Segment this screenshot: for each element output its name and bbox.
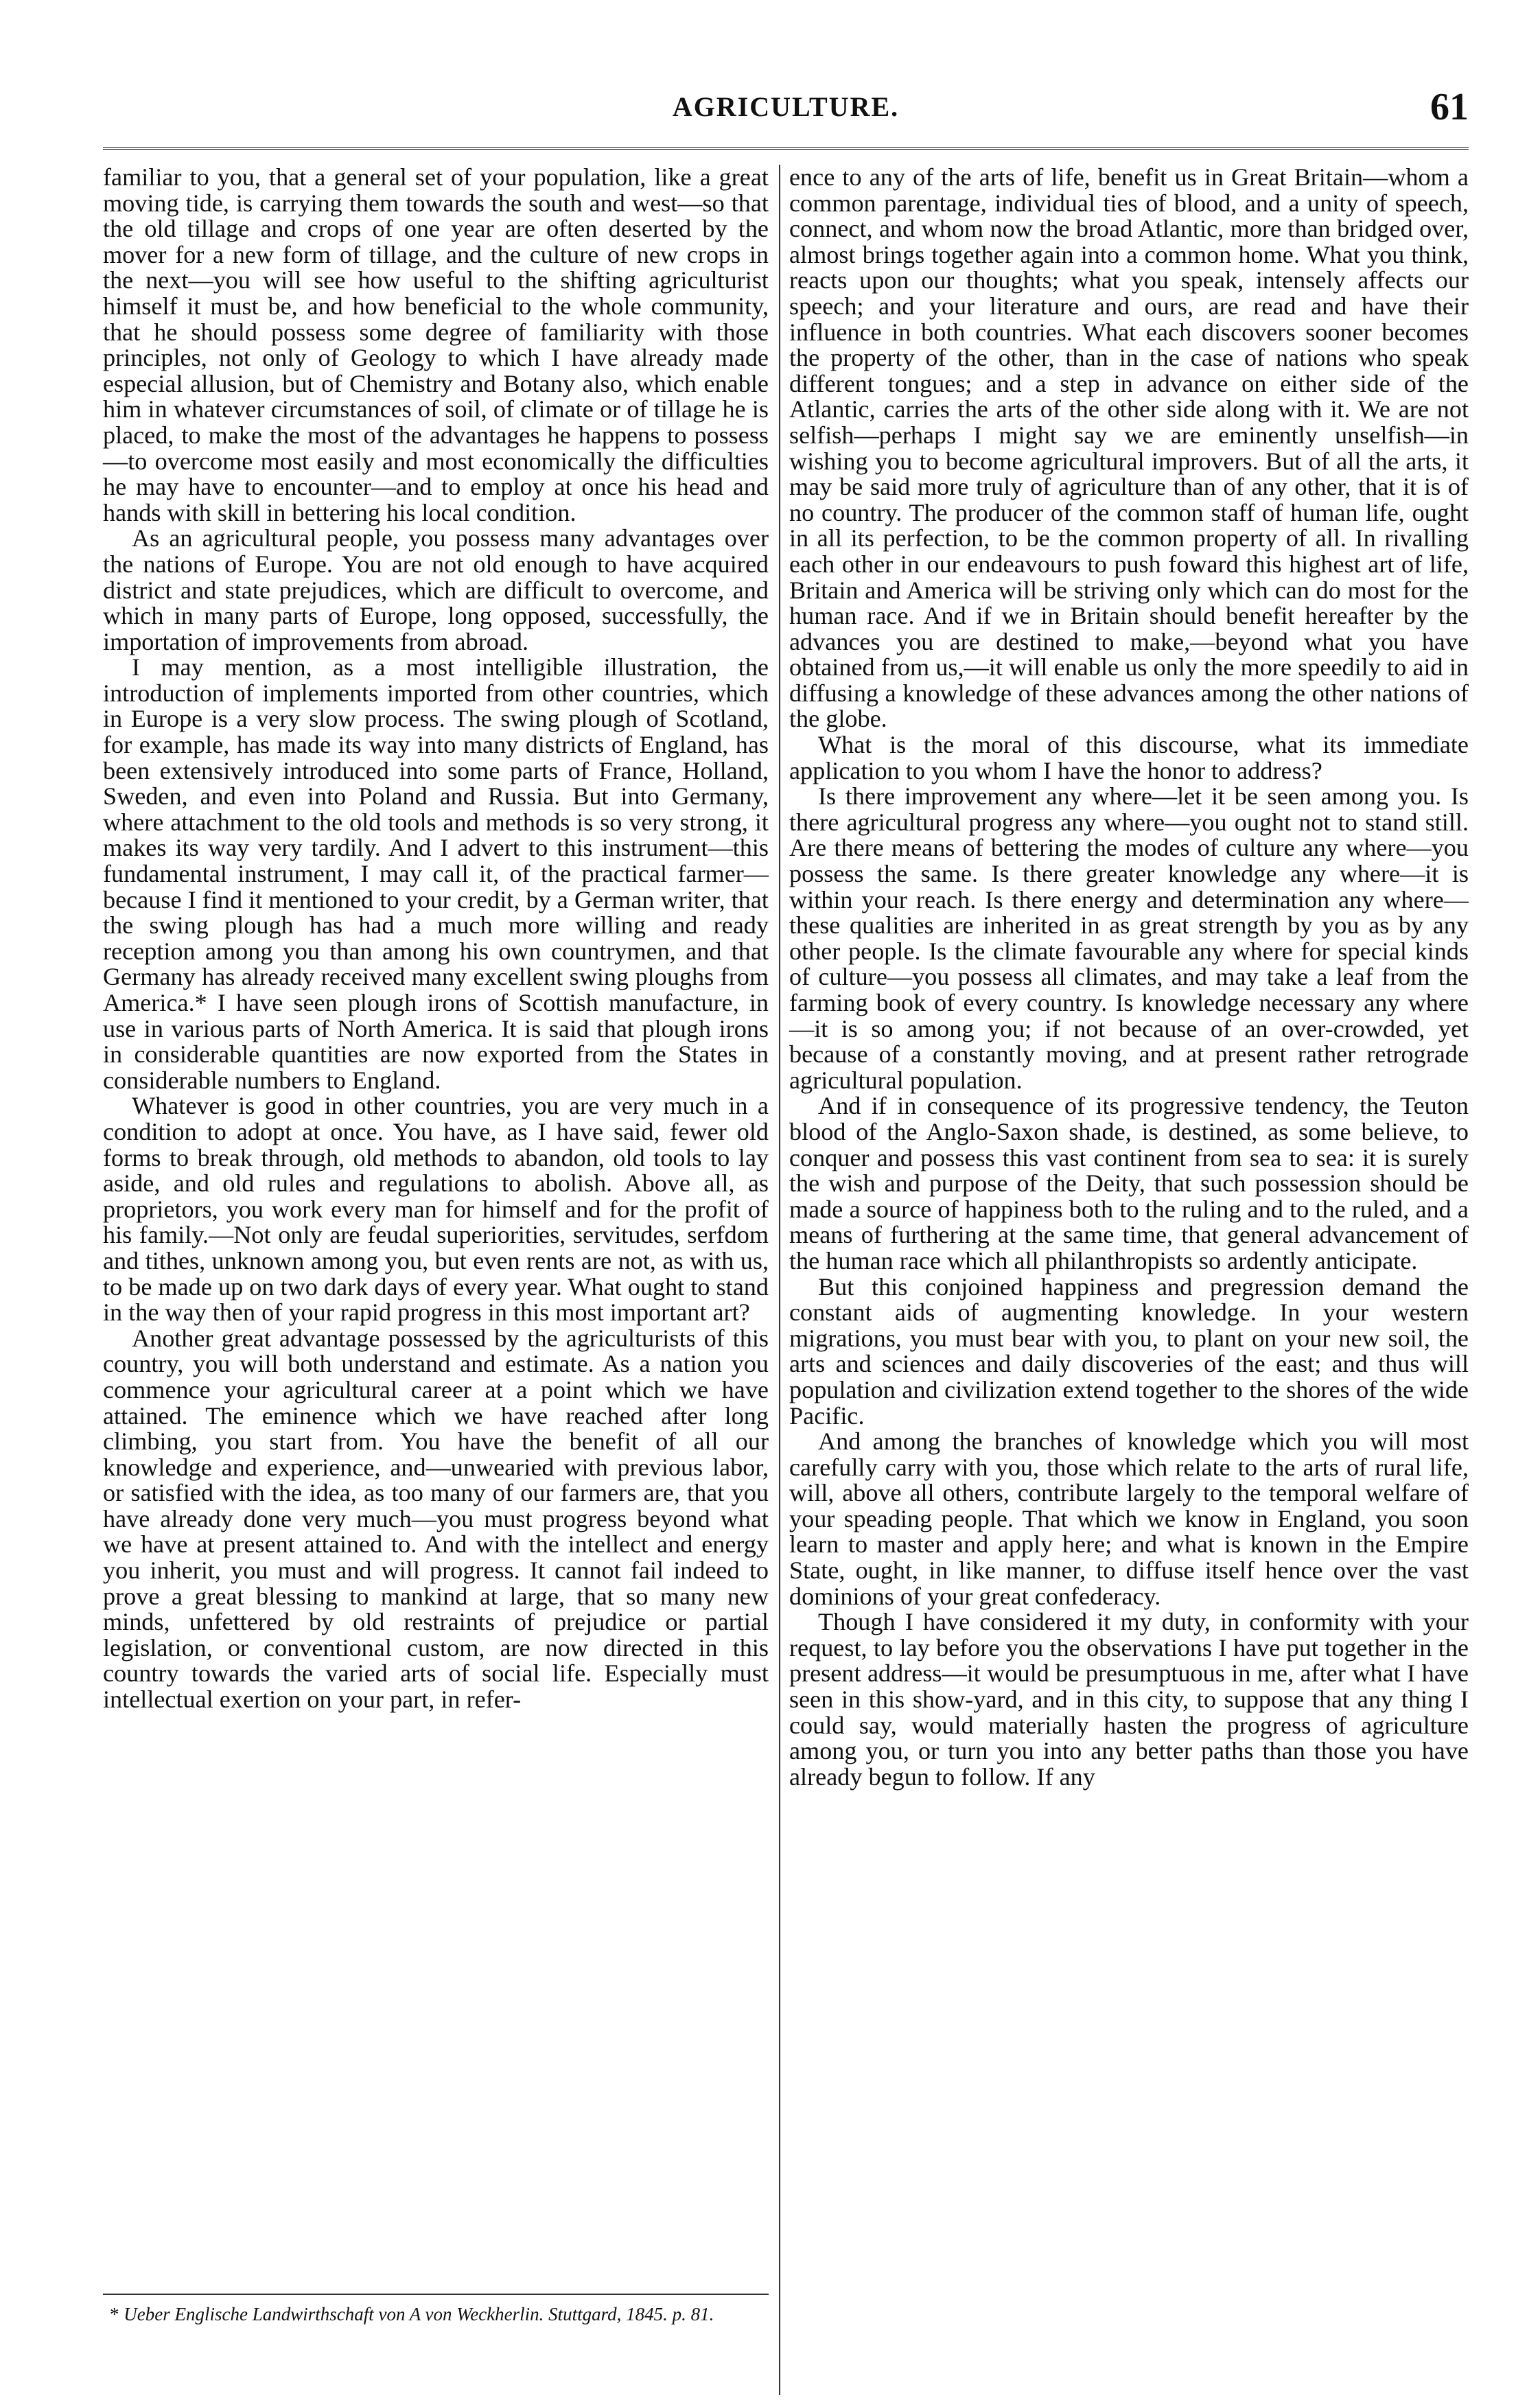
paragraph: But this conjoined happiness and pregression demand the constant aids of augmenting knowledge. In your western migrations, you must bear with you, to plant on your new soil, the arts and sciences and daily discoveries of the east; and thus will population and civilization extend together to the shores of the wide Pacific. bbox=[789, 1272, 1469, 1430]
footnote-mark: * bbox=[110, 2304, 119, 2324]
running-head: AGRICULTURE. bbox=[672, 91, 900, 122]
column-divider bbox=[779, 165, 780, 2395]
paragraph: I may mention, as a most intelligible illustration, the introduction of implements imported from other countries, which in Europe is a very slow process. The swing plough of Scotland, for example, has made its way into many districts of England, has been extensively introduced into some parts of France, Holland, Sweden, and even into Poland and Russia. But into Germany, where attachment to the old tools and methods is so very strong, it makes its way very tardily. And I advert to this instrument—this fundamental instrument, I may call it, of the practical farmer—because I find it mentioned to your credit, by a German writer, that the swing plough has had a much more willing and ready reception among you than among his own countrymen, and that Germany has already received many excellent swing ploughs from America.* I have seen plough irons of Scottish manufacture, in use in various parts of North America. It is said that plough irons in considerable quantities are now exported from the States in considerable numbers to England. bbox=[103, 653, 769, 1094]
page-header bbox=[103, 82, 1469, 137]
right-column bbox=[789, 165, 1469, 2402]
left-column bbox=[103, 165, 769, 2278]
paragraph: Whatever is good in other countries, you are very much in a condition to adopt at once. You have, as I have said, fewer old forms to break through, old methods to abandon, old tools to lay aside, and old rules and regulations to abolish. Above all, as proprietors, you work every man for himself and for the profit of his family.—Not only are feudal superiorities, servitudes, serfdom and tithes, unknown among you, but even rents are not, as with us, to be made up on two dark days of every year. What ought to stand in the way then of your rapid progress in this most important art? bbox=[103, 1092, 769, 1327]
footnote-rule bbox=[103, 2294, 769, 2295]
paragraph: ence to any of the arts of life, benefit us in Great Britain—whom a common parentage, individual ties of blood, and a unity of speech, connect, and whom now the broad Atlantic, more than bridged over, almost brings together again into a common home. What you think, reacts upon our thoughts; what you speak, intensely affects our speech; and your literature and ours, are read and have their influence in both countries. What each discovers sooner becomes the property of the other, than in the case of nations who speak different tongues; and a step in advance on either side of the Atlantic, carries the arts of the other side along with it. We are not selfish—perhaps I might say we are eminently unselfish—in wishing you to become agricultural improvers. But of all the arts, it may be said more truly of agriculture than of any other, that it is of no country. The producer of the common staff of human life, ought in all its perfection, to be the common property of all. In rivalling each other in our endeavours to push foward this highest art of life, Britain and America will be striving only which can do most for the human race. And if we in Britain should benefit hereafter by the advances you are destined to make,—beyond what you have obtained from us,—it will enable us only the more speedily to aid in diffusing a knowledge of these advances among the other nations of the globe. bbox=[789, 163, 1469, 733]
page-number: 61 bbox=[1430, 86, 1469, 128]
paragraph: As an agricultural people, you possess many advantages over the nations of Europe. You are not old enough to have acquired district and state prejudices, which are difficult to overcome, and which in many parts of Europe, long opposed, successfully, the importation of improvements from abroad. bbox=[103, 524, 769, 655]
paragraph: Is there improvement any where—let it be seen among you. Is there agricultural progress any where—you ought not to stand still. Are there means of bettering the modes of culture any where—you possess the same. Is there greater knowledge any where—it is within your reach. Is there energy and determination any where—these qualities are inherited in as great strength by you as by any other people. Is the climate favourable any where for special kinds of culture—you possess all climates, and may take a leaf from the farming book of every country. Is knowledge necessary any where—it is so among you; if not because of an over-crowded, yet because of a constantly moving, and at present rather retrograde agricultural population. bbox=[789, 782, 1469, 1094]
footnote bbox=[110, 2303, 769, 2325]
paragraph: familiar to you, that a general set of your population, like a great moving tide, is carrying them towards the south and west—so that the old tillage and crops of one year are often deserted by the mover for a new form of tillage, and the culture of new crops in the next—you will see how useful to the shifting agriculturist himself it must be, and how beneficial to the whole community, that he should possess some degree of familiarity with those principles, not only of Geology to which I have already made especial allusion, but of Chemistry and Botany also, which enable him in whatever circumstances of soil, of climate or of tillage he is placed, to make the most of the advantages he happens to possess—to overcome most easily and most economically the difficulties he may have to encounter—and to employ at once his head and hands with skill in bettering his local condition. bbox=[103, 163, 769, 526]
paragraph: What is the moral of this discourse, what its immediate application to you whom I have the honor to address? bbox=[789, 731, 1469, 784]
paragraph: Another great advantage possessed by the agriculturists of this country, you will both understand and estimate. As a nation you commence your agricultural career at a point which we have attained. The eminence which we have reached after long climbing, you start from. You have the benefit of all our knowledge and experience, and—unwearied with previous labor, or satisfied with the idea, as too many of our farmers are, that you have already done very much—you must progress beyond what we have at present attained to. And with the intellect and energy you inherit, you must and will progress. It cannot fail indeed to prove a great blessing to mankind at large, that so many new minds, unfettered by old restraints of prejudice or partial legislation, or conventional custom, are now directed in this country towards the varied arts of social life. Especially must intellectual exertion on your part, in refer- bbox=[103, 1324, 769, 1714]
paragraph: And among the branches of knowledge which you will most carefully carry with you, those which relate to the arts of rural life, will, above all others, contribute largely to the temporal welfare of your speading people. That which we know in England, you soon learn to master and apply here; and what is known in the Empire State, ought, in like manner, to diffuse itself hence over the vast dominions of your great confederacy. bbox=[789, 1427, 1469, 1610]
footnote-text: Ueber Englische Landwirthschaft von A von Weckherlin. Stuttgard, 1845. p. 81. bbox=[124, 2304, 714, 2324]
paragraph: And if in consequence of its progressive tendency, the Teuton blood of the Anglo-Saxon shade, is destined, as some believe, to conquer and possess this vast continent from sea to sea: it is surely the wish and purpose of the Deity, that such possession should be made a source of happiness both to the ruling and to the ruled, and a means of furthering at the same time, that general advancement of the human race which all philanthropists so ardently anticipate. bbox=[789, 1092, 1469, 1274]
header-rule bbox=[103, 147, 1469, 150]
paragraph: Though I have considered it my duty, in conformity with your request, to lay before you the observations I have put together in the present address—it would be presumptuous in me, after what I have seen in this show-yard, and in this city, to suppose that any thing I could say, would materially hasten the progress of agriculture among you, or turn you into any better paths than those you have already begun to follow. If any bbox=[789, 1608, 1469, 1791]
